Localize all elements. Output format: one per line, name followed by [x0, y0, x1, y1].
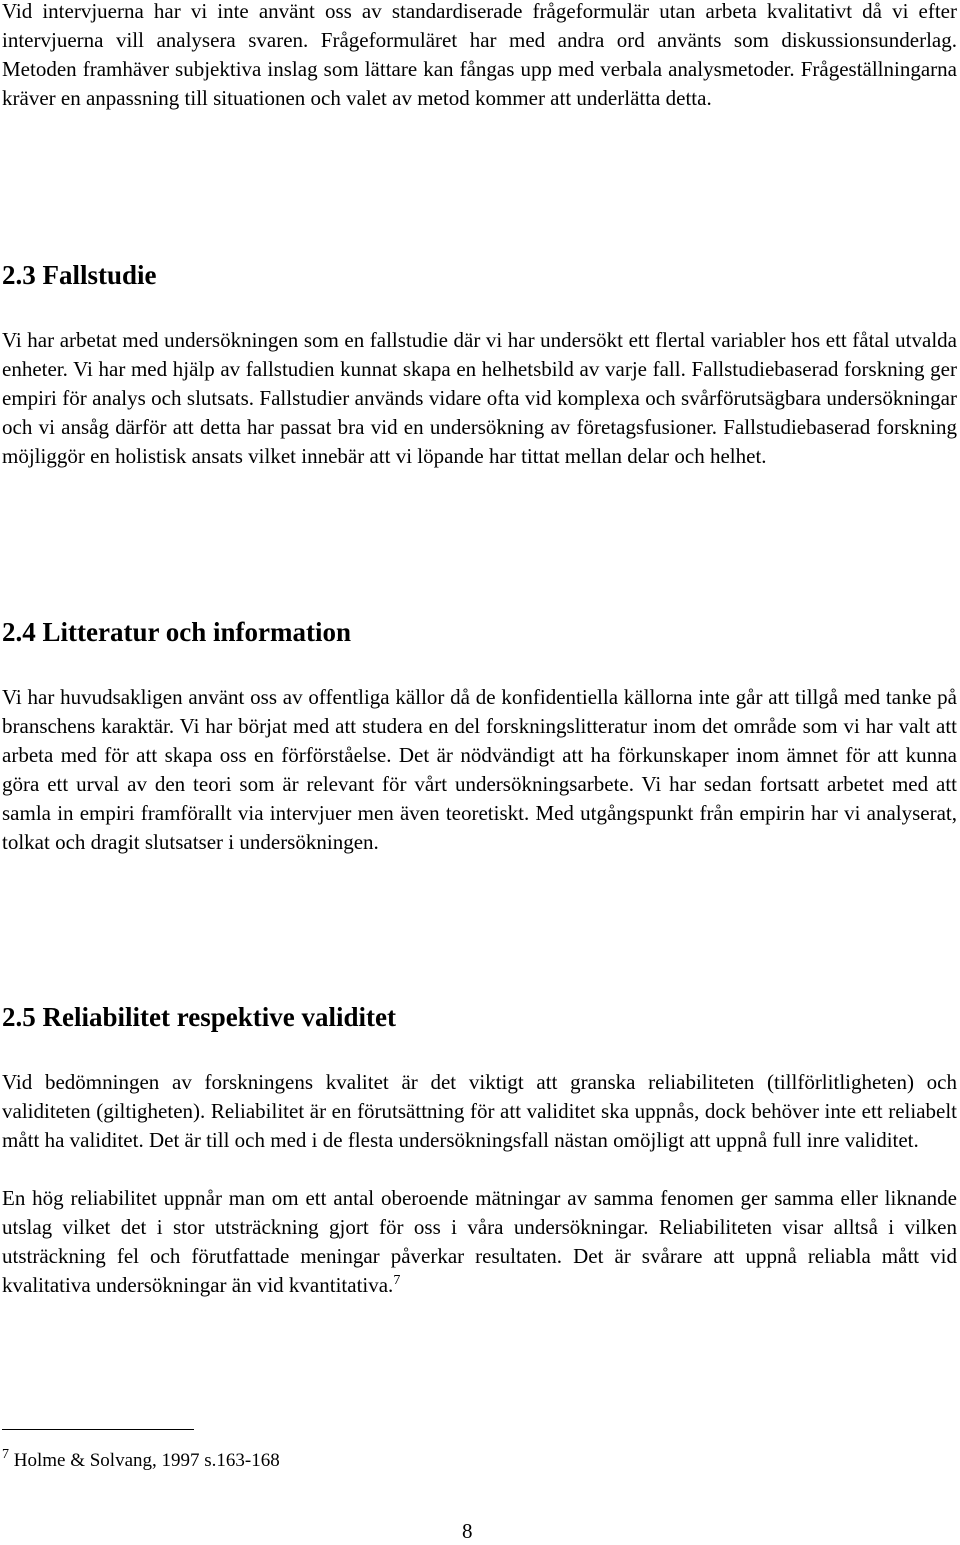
footnote-text: Holme & Solvang, 1997 s.163-168: [9, 1450, 280, 1471]
footnote-reference[interactable]: 7: [393, 1273, 401, 1289]
intro-paragraph: Vid intervjuerna har vi inte använt oss av standardiserade frågeformulär utan arbeta kvalitativt då vi efter intervjuerna vill analysera svaren. Frågeformuläret har med andra ord använts som diskussionsunderlag. Metoden framhäver subjektiva inslag som lättare kan fångas upp med verbala analysmetoder. Frågeställningarna kräver en anpassning till situationen och valet av metod kommer att underlätta detta.: [2, 0, 957, 110]
section-2-5-paragraph-1: Vid bedömningen av forskningens kvalitet är det viktigt att granska reliabiliteten (tillförlitligheten) och validiteten (giltigheten). Reliabilitet är en förutsättning för att validitet ska uppnås, dock behöver inte ett reliabelt mått ha validitet. Det är till och med i de flesta undersökningsfall nästan omöjligt att uppnå full inre validitet.: [2, 1070, 957, 1152]
footnote-marker: 7: [2, 1447, 9, 1463]
section-2-3-body: Vi har arbetat med undersökningen som en fallstudie där vi har undersökt ett flertal variabler hos ett fåtal utvalda enheter. Vi har med hjälp av fallstudien kunnat skapa en helhetsbild av varje fall. Fallstudiebaserad forskning ger empiri för analys och slutsats. Fallstudier används vidare ofta vid komplexa och svårförutsägbara undersökningar och vi ansåg därför att detta har passat bra vid en undersökning av företagsfusioner. Fallstudiebaserad forskning möjliggör en holistisk ansats vilket innebär att vi löpande har tittat mellan delar och helhet.: [2, 328, 957, 468]
footnote-separator: [2, 1429, 194, 1430]
page-number: 8: [462, 1519, 473, 1543]
section-2-4-body: Vi har huvudsakligen använt oss av offentliga källor då de konfidentiella källorna inte går att tillgå med tanke på branschens karaktär. Vi har börjat med att studera en del forskningslitteratur inom det område som vi har valt att arbeta med för att skapa oss en förförståelse. Det är nödvändigt att ha förkunskaper inom ämnet för att kunna göra ett urval av den teori som är relevant för vårt undersökningsarbete. Vi har sedan fortsatt arbetet med att samla in empiri framförallt via intervjuer men även teoretiskt. Med utgångspunkt från empirin har vi analyserat, tolkat och dragit slutsatser i undersökningen.: [2, 685, 957, 854]
section-2-4-heading: 2.4 Litteratur och information: [2, 617, 351, 647]
footnote: [2, 1448, 280, 1474]
section-2-5-heading: 2.5 Reliabilitet respektive validitet: [2, 1002, 396, 1032]
section-2-5-paragraph-2: [2, 1184, 957, 1300]
section-2-3-heading: 2.3 Fallstudie: [2, 260, 157, 290]
section-2-5-paragraph-2-text: En hög reliabilitet uppnår man om ett antal oberoende mätningar av samma fenomen ger samma eller liknande utslag vilket det i stor utsträckning gjort för oss i våra undersökningar. Reliabiliteten visar alltså i vilken utsträckning fel och förutfattade meningar påverkar resultaten. Det är svårare att uppnå reliabla mått vid kvalitativa undersökningar än vid kvantitativa.: [2, 1186, 957, 1297]
